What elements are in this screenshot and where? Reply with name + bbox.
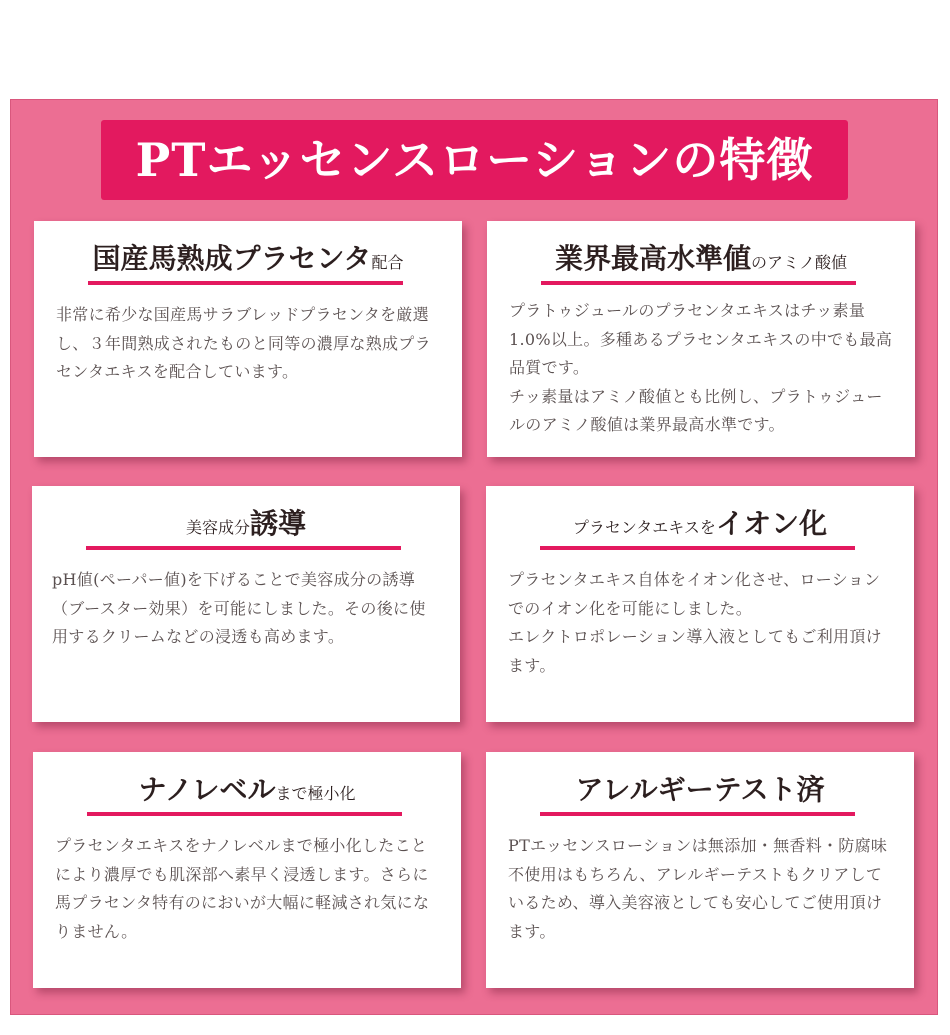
description-paragraph: プラセンタエキス自体をイオン化させ、ローションでのイオン化を可能にしました。 <box>508 570 881 618</box>
features-panel <box>10 99 938 1015</box>
heading-underline <box>541 281 856 285</box>
feature-heading <box>33 770 461 814</box>
feature-heading-main: 業界最高水準値 <box>554 242 751 275</box>
feature-heading-main: イオン化 <box>715 507 828 540</box>
heading-underline <box>87 812 402 816</box>
description-paragraph: プラトゥジュールのプラセンタエキスはチッ素量1.0%以上。多種あるプラセンタエキスの中でも最高品質です。 <box>509 301 893 377</box>
feature-description <box>56 301 440 387</box>
feature-description <box>55 832 439 946</box>
description-paragraph: チッ素量はアミノ酸値とも比例し、プラトゥジュールのアミノ酸値は業界最高水準です。 <box>509 386 883 434</box>
feature-heading <box>486 770 914 814</box>
feature-description <box>508 566 892 680</box>
feature-card-amino-acid <box>487 221 915 457</box>
feature-card-nano <box>33 752 461 988</box>
feature-heading-sub: 配合 <box>371 253 404 272</box>
feature-heading <box>34 239 462 283</box>
heading-underline <box>86 546 401 550</box>
feature-description <box>508 832 892 946</box>
heading-underline <box>88 281 403 285</box>
feature-card-ionization <box>486 486 914 722</box>
description-paragraph: エレクトロポレーション導入液としてもご利用頂けます。 <box>508 627 882 675</box>
feature-card-allergy-tested <box>486 752 914 988</box>
feature-card-domestic-placenta <box>34 221 462 457</box>
description-paragraph: pH値(ペーパー値)を下げることで美容成分の誘導（ブースター効果）を可能にしました。その後に使用するクリームなどの浸透も高めます。 <box>52 570 426 646</box>
heading-underline <box>540 546 855 550</box>
page-title: PTエッセンスローションの特徴 <box>101 120 848 200</box>
feature-heading-sub: のアミノ酸値 <box>751 253 848 272</box>
feature-heading-pre: 美容成分 <box>185 518 250 537</box>
feature-description <box>509 297 893 440</box>
feature-heading-main: アレルギーテスト済 <box>575 773 825 806</box>
feature-heading-main: 国産馬熟成プラセンタ <box>92 242 372 275</box>
feature-heading <box>486 504 914 548</box>
feature-heading-main: ナノレベル <box>138 773 276 806</box>
feature-description <box>52 566 438 652</box>
description-paragraph: PTエッセンスローションは無添加・無香料・防腐味不使用はもちろん、アレルギーテストもクリアしているため、導入美容液としても安心してご使用頂けます。 <box>508 836 888 941</box>
feature-heading-pre: プラセンタエキスを <box>572 518 716 537</box>
feature-heading-main: 誘導 <box>250 507 307 540</box>
description-paragraph: 非常に希少な国産馬サラブレッドプラセンタを厳選し、３年間熟成されたものと同等の濃厚な熟成プラセンタエキスを配合しています。 <box>56 305 431 381</box>
heading-underline <box>540 812 855 816</box>
description-paragraph: プラセンタエキスをナノレベルまで極小化したことにより濃厚でも肌深部へ素早く浸透します。さらに馬プラセンタ特有のにおいが大幅に軽減され気になりません。 <box>55 836 430 941</box>
feature-heading <box>32 504 460 548</box>
feature-heading <box>487 239 915 283</box>
feature-card-booster <box>32 486 460 722</box>
feature-heading-sub: まで極小化 <box>275 784 356 803</box>
